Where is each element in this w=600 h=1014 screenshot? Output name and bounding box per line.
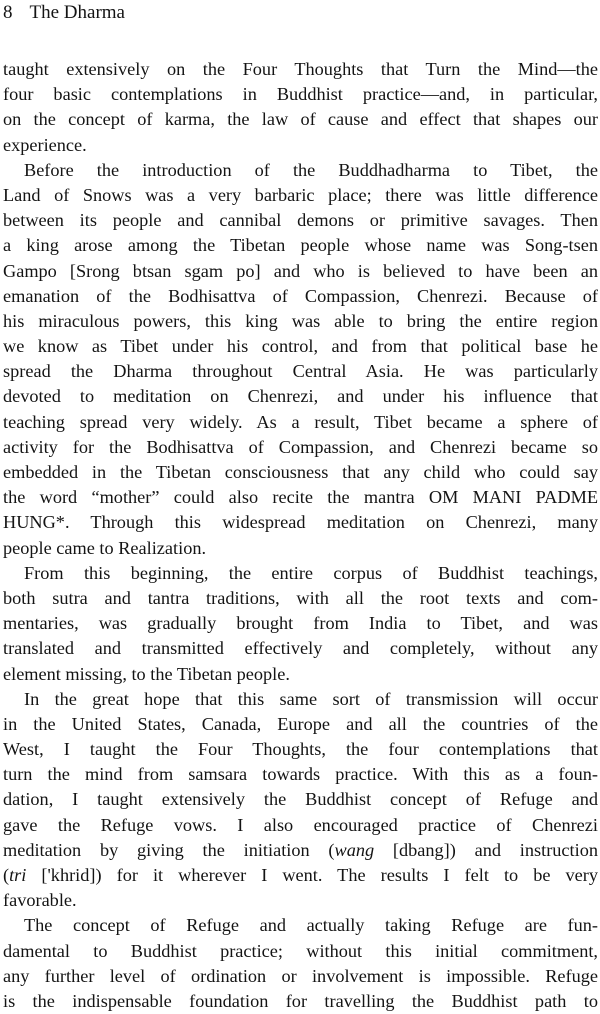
- text-line: we know as Tibet under his control, and from that political base he: [3, 336, 598, 357]
- text-line: meditation by giving the initiation (wang [dbang]) and instruction: [3, 839, 598, 860]
- paragraph: [3, 561, 598, 687]
- text-line: the word “mother” could also recite the mantra OM MANI PADME: [3, 487, 598, 508]
- text-line: taught extensively on the Four Thoughts that Turn the Mind—the: [3, 59, 598, 79]
- text-line: (tri ['khrid]) for it wherever I went. The results I felt to be very: [3, 865, 598, 885]
- text-line: embedded in the Tibetan consciousness that any child who could say: [3, 462, 598, 482]
- text-line: element missing, to the Tibetan people.: [3, 663, 290, 684]
- text-line: any further level of ordination or involvement is impossible. Refuge: [3, 965, 598, 986]
- text-line: translated and transmitted effectively and completely, without any: [3, 638, 598, 659]
- paragraph: [3, 57, 598, 158]
- text-line: favorable.: [3, 890, 77, 911]
- text-line: both sutra and tantra traditions, with all the root texts and com-: [3, 587, 598, 608]
- text-line: In the great hope that this same sort of transmission will occur: [24, 688, 598, 709]
- text-line: teaching spread very widely. As a result, Tibet became a sphere of: [3, 411, 598, 432]
- text-line: his miraculous powers, this king was able to bring the entire region: [3, 310, 598, 331]
- text-line: Gampo [Srong btsan sgam po] and who is believed to have been an: [3, 260, 598, 281]
- text-line: four basic contemplations in Buddhist practice—and, in particular,: [3, 84, 598, 105]
- italic-term: tri: [9, 865, 27, 885]
- running-head: [3, 0, 125, 26]
- text-line: dation, I taught extensively the Buddhist concept of Refuge and: [3, 789, 598, 810]
- text-line: experience.: [3, 134, 87, 155]
- text-line: gave the Refuge vows. I also encouraged practice of Chenrezi: [3, 814, 598, 835]
- text-line: between its people and cannibal demons or primitive savages. Then: [3, 210, 598, 231]
- text-line: West, I taught the Four Thoughts, the four contemplations that: [3, 739, 598, 760]
- text-line: Before the introduction of the Buddhadharma to Tibet, the: [24, 159, 598, 180]
- text-line: spread the Dharma throughout Central Asia. He was particularly: [3, 361, 598, 382]
- text-line: turn the mind from samsara towards practice. With this as a foun-: [3, 764, 598, 785]
- text-line: is the indispensable foundation for travelling the Buddhist path to: [3, 990, 598, 1011]
- paragraph: [3, 687, 598, 914]
- text-line: The concept of Refuge and actually taking Refuge are fun-: [24, 915, 598, 936]
- text-line: on the concept of karma, the law of cause and effect that shapes our: [3, 109, 598, 130]
- text-line: damental to Buddhist practice; without this initial commitment,: [3, 940, 598, 961]
- italic-term: wang: [334, 839, 375, 860]
- text-line: HUNG*. Through this widespread meditation on Chenrezi, many: [3, 512, 598, 533]
- page-number: 8: [3, 2, 13, 23]
- paragraph: [3, 913, 598, 1014]
- paragraph: [3, 158, 598, 561]
- text-line: people came to Realization.: [3, 537, 207, 558]
- text-line: emanation of the Bodhisattva of Compassion, Chenrezi. Because of: [3, 285, 598, 306]
- page-body: [3, 57, 598, 1014]
- text-line: a king arose among the Tibetan people whose name was Song-tsen: [3, 235, 598, 256]
- running-title: The Dharma: [29, 2, 125, 23]
- text-line: devoted to meditation on Chenrezi, and under his influence that: [3, 386, 598, 407]
- text-line: mentaries, was gradually brought from India to Tibet, and was: [3, 613, 598, 634]
- text-line: From this beginning, the entire corpus of Buddhist teachings,: [24, 562, 598, 583]
- text-line: in the United States, Canada, Europe and all the countries of the: [3, 713, 598, 734]
- text-line: Land of Snows was a very barbaric place; there was little difference: [3, 184, 598, 205]
- text-line: activity for the Bodhisattva of Compassion, and Chenrezi became so: [3, 436, 598, 457]
